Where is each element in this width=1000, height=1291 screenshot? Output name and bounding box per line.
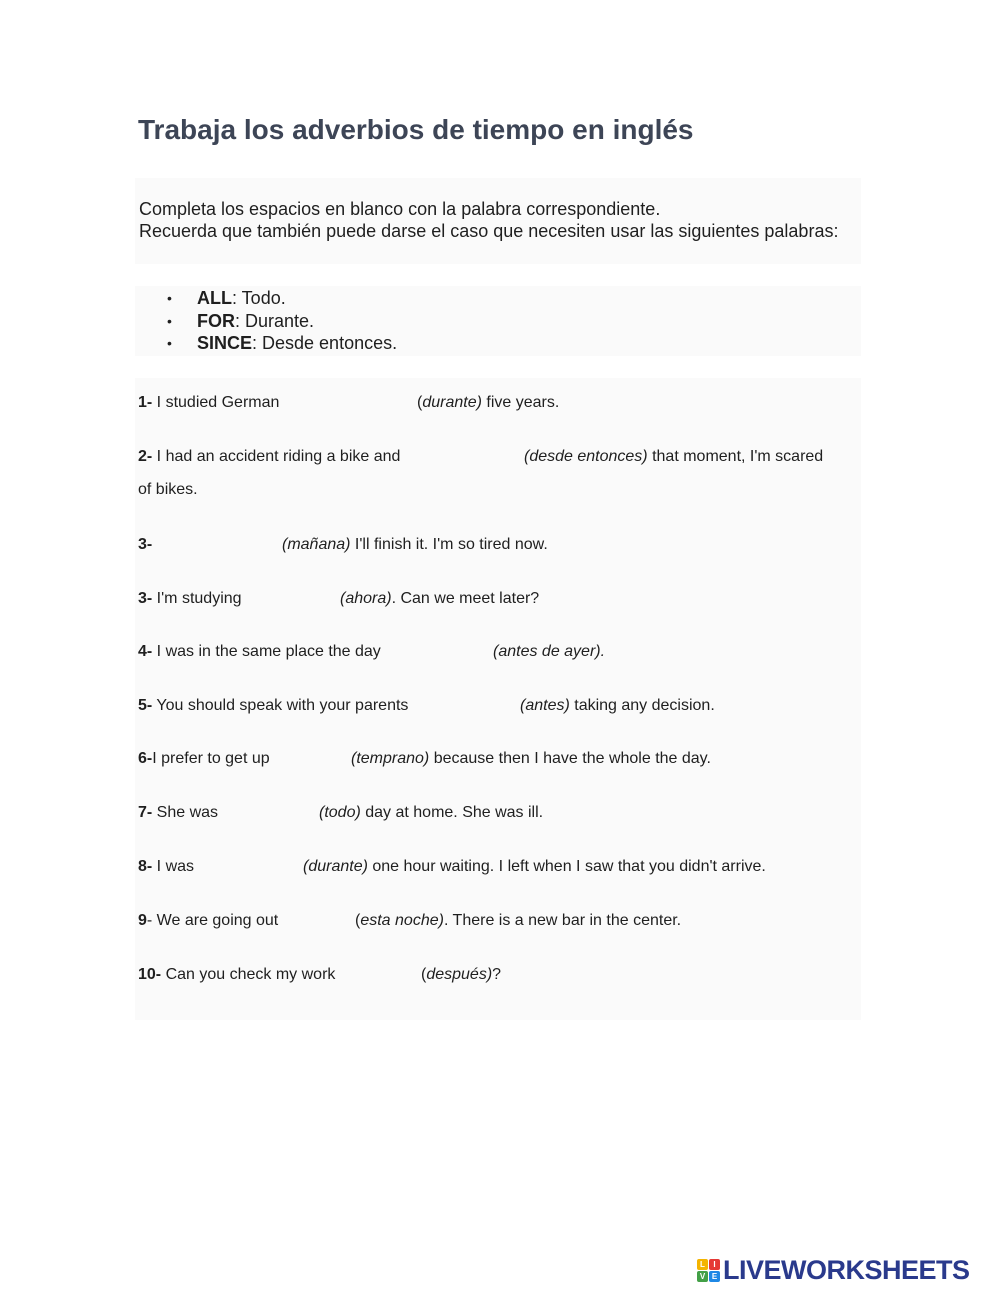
hint-paren: ( xyxy=(417,394,423,411)
exercise-number: 2- xyxy=(138,448,153,465)
hint: (temprano) xyxy=(351,750,430,767)
exercise-text: that moment, I'm scared xyxy=(647,448,824,465)
exercise-number: 4- xyxy=(138,643,153,660)
exercise-text: Can you check my work xyxy=(161,966,336,983)
badge-letter: E xyxy=(709,1271,720,1282)
exercise-6-hint xyxy=(351,750,711,768)
exercise-number: 9 xyxy=(138,912,147,929)
exercise-3b-hint xyxy=(340,590,539,608)
instruction-line-1: Completa los espacios en blanco con la palabra correspondiente. xyxy=(139,199,661,219)
exercise-7 xyxy=(138,804,218,822)
exercise-2 xyxy=(138,448,400,466)
page-title: Trabaja los adverbios de tiempo en inglés xyxy=(138,114,694,145)
hint: esta noche) xyxy=(360,912,444,929)
vocab-word: SINCE xyxy=(197,333,253,353)
exercise-text: day at home. She was ill. xyxy=(360,804,544,821)
exercise-text: taking any decision. xyxy=(569,697,715,714)
exercise-text: - We are going out xyxy=(146,912,279,929)
exercise-10 xyxy=(138,966,335,984)
logo-text: LIVEWORKSHEETS xyxy=(723,1254,970,1285)
exercise-number: 8- xyxy=(138,858,153,875)
hint: durante) xyxy=(422,394,482,411)
exercise-number: 1- xyxy=(138,394,153,411)
exercise-text: I'm studying xyxy=(152,590,242,607)
liveworksheets-logo xyxy=(697,1256,970,1284)
exercise-text: I studied German xyxy=(152,394,280,411)
badge-letter: I xyxy=(709,1259,720,1270)
hint: después) xyxy=(426,966,493,983)
badge-letter: V xyxy=(697,1271,708,1282)
exercise-1 xyxy=(138,394,279,412)
exercise-9 xyxy=(138,912,278,930)
exercise-text: I was xyxy=(152,858,195,875)
exercise-text: I'll finish it. I'm so tired now. xyxy=(350,536,548,553)
list-item xyxy=(167,310,397,333)
list-item xyxy=(167,332,397,355)
exercise-number: 7- xyxy=(138,804,153,821)
badge-letter: L xyxy=(697,1259,708,1270)
exercise-text: . Can we meet later? xyxy=(391,590,540,607)
hint: (antes) xyxy=(520,697,570,714)
hint: (ahora) xyxy=(340,590,392,607)
exercise-3a-hint xyxy=(282,536,548,554)
exercise-text: I prefer to get up xyxy=(152,750,270,767)
exercise-number: 10- xyxy=(138,966,162,983)
exercise-text: ? xyxy=(492,966,502,983)
exercise-7-hint xyxy=(319,804,543,822)
vocab-meaning: : Desde entonces. xyxy=(252,333,398,353)
exercise-text: because then I have the whole the day. xyxy=(429,750,711,767)
exercise-8-hint xyxy=(303,858,766,876)
exercise-5 xyxy=(138,697,408,715)
exercise-1-hint xyxy=(417,394,559,412)
vocab-meaning: : Durante. xyxy=(235,310,315,331)
exercise-10-hint xyxy=(421,966,501,984)
exercise-2-hint xyxy=(524,448,823,466)
logo-badge-icon xyxy=(697,1259,720,1282)
exercise-number: 3- xyxy=(138,590,153,607)
hint: (mañana) xyxy=(282,536,351,553)
exercise-text: I had an accident riding a bike and xyxy=(152,448,401,465)
exercise-3b xyxy=(138,590,242,608)
exercise-number: 5- xyxy=(138,697,153,714)
vocabulary-list xyxy=(135,286,861,356)
exercise-text: I was in the same place the day xyxy=(152,643,381,660)
hint: (antes de ayer). xyxy=(493,643,606,660)
exercise-text: She was xyxy=(152,804,219,821)
instructions-box xyxy=(135,178,861,264)
exercise-4 xyxy=(138,643,381,661)
exercise-text: five years. xyxy=(481,394,560,411)
list-item xyxy=(167,287,397,310)
hint: (todo) xyxy=(319,804,361,821)
exercise-5-hint xyxy=(520,697,715,715)
exercise-number: 6- xyxy=(138,750,153,767)
exercise-3a xyxy=(138,536,152,554)
hint-paren: ( xyxy=(421,966,427,983)
vocab-word: ALL xyxy=(197,288,232,308)
vocab-meaning: : Todo. xyxy=(232,288,286,308)
exercise-9-hint xyxy=(355,912,681,930)
exercise-text: You should speak with your parents xyxy=(152,697,409,714)
exercise-text: . There is a new bar in the center. xyxy=(443,912,682,929)
hint: (desde entonces) xyxy=(524,448,648,465)
exercise-6 xyxy=(138,750,270,768)
exercise-2-continued: of bikes. xyxy=(138,481,198,498)
exercise-text: one hour waiting. I left when I saw that you didn't arrive. xyxy=(367,858,766,875)
instruction-line-2: Recuerda que también puede darse el caso que necesiten usar las siguientes palabras: xyxy=(139,221,839,241)
exercise-number: 3- xyxy=(138,536,153,553)
vocab-word: FOR xyxy=(197,310,235,331)
hint-paren: ( xyxy=(355,912,361,929)
hint: (durante) xyxy=(303,858,368,875)
exercise-4-hint xyxy=(493,643,605,661)
exercise-8 xyxy=(138,858,194,876)
